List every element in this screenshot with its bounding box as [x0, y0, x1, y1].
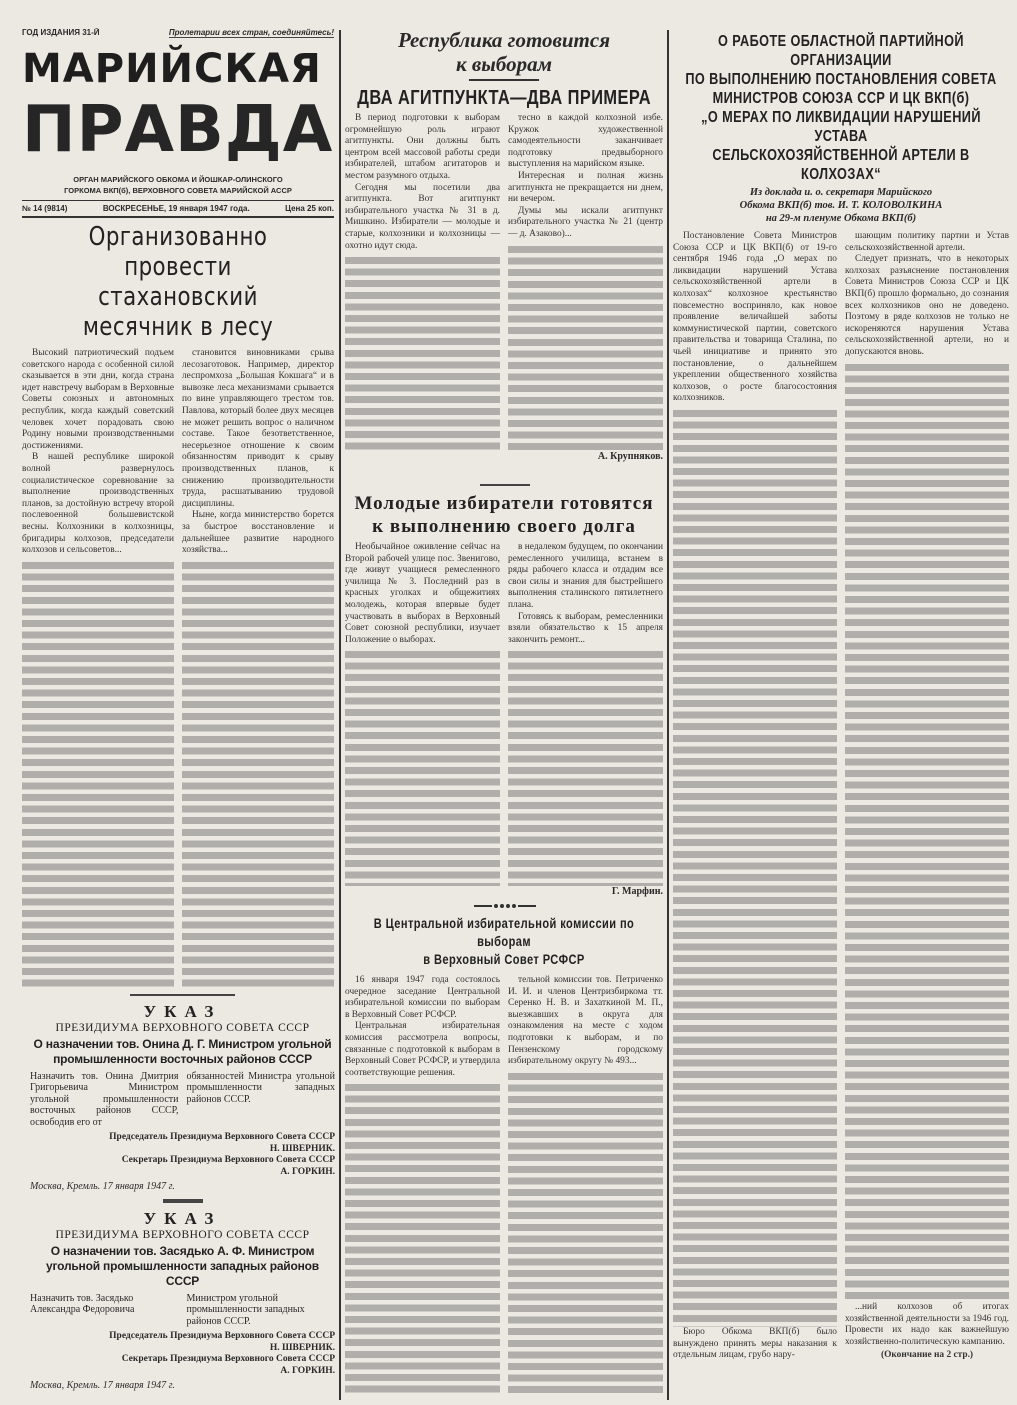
article-column [508, 975, 663, 1393]
paragraph: тесно в каждой колхозной избе. Кружок художественной самодеятельности заканчивает подготовку предвыборного выступления на марийском языке. [508, 113, 663, 170]
body-text-continuation [22, 559, 174, 990]
headline-line: В Центральной избирательной комиссии по выборам [373, 916, 635, 949]
rubric-line: к выборам [456, 52, 552, 76]
divider [163, 1199, 203, 1203]
headline-line: к выполнению своего долга [372, 516, 636, 537]
party-report [673, 32, 1009, 1362]
issue-price: Цена 25 коп. [285, 204, 334, 213]
masthead [22, 28, 334, 218]
secretary-title: Секретарь Президиума Верховного Совета СССР [121, 1354, 335, 1364]
ornamental-divider [470, 901, 540, 911]
body-text-continuation [345, 254, 500, 451]
article-young-voters [345, 492, 663, 897]
decree-text: Назначить тов. Онина Дмитрия Григорьевича Министром угольной промышленности восточных районов СССР, освободив его от [30, 1070, 179, 1128]
chair-name: Н. ШВЕРНИК. [269, 1143, 335, 1154]
body-text-continuation [182, 559, 334, 990]
issue-date: ВОСКРЕСЕНЬЕ, 19 января 1947 года. [102, 204, 250, 213]
paragraph: ...ний колхозов об итогах хозяйственной деятельности за 1946 год. Провести их надо как важнейшую хозяйственно-политическую кампанию. [845, 1302, 1009, 1347]
decree-title: УКАЗ [143, 1208, 222, 1228]
body-text-continuation [345, 648, 500, 886]
article-column [345, 542, 500, 886]
headline-line: стахановский месячник в лесу [82, 282, 274, 342]
article-column [508, 113, 663, 451]
paragraph: Центральная избирательная комиссия рассмотрела вопросы, связанные с подготовкой к выборам в Верховный Совет РСФСР, и утвердила соответствующие решения. [345, 1021, 500, 1078]
headline-line: ПО ВЫПОЛНЕНИЮ ПОСТАНОВЛЕНИЯ СОВЕТА [685, 71, 997, 88]
decree-1 [30, 1002, 335, 1193]
paragraph: В период подготовки к выборам огромнейшую роль играют агитпункты. Они должны быть центром всей массовой работы среди избирателей, штабом агитаторов и местом разумного отдыха. [345, 113, 500, 181]
paragraph: становится виновниками срыва лесозаготовок. Например, директор леспромхоза „Большая Кокшага“ и в вывозке леса механизмами срывается по вине управляющего трестом тов. Павлова, который более двух месяцев не может решить вопрос о наличном составе. Такое безответственное, несерьезное отношение к своим обязанностям приводит к срыву производственных планов, к снижению производительности труда, расшатыванию трудовой дисциплины. [182, 348, 334, 509]
secretary-name: А. ГОРКИН. [280, 1365, 335, 1376]
body-text-continuation [508, 1070, 663, 1393]
subhead-line: на 29-м пленуме Обкома ВКП(б) [765, 213, 917, 224]
article-column [508, 542, 663, 886]
paragraph: Готовясь к выборам, ремесленники взяли обязательство к 15 апреля закончить ремонт... [508, 611, 663, 645]
issue-number: № 14 (9814) [22, 204, 68, 213]
secretary-title: Секретарь Президиума Верховного Совета СССР [121, 1155, 335, 1165]
decree-text: Назначить тов. Засядько Александра Федоровича [30, 1292, 135, 1315]
headline-line: О РАБОТЕ ОБЛАСТНОЙ ПАРТИЙНОЙ ОРГАНИЗАЦИИ [718, 33, 964, 69]
secretary-name: А. ГОРКИН. [280, 1166, 335, 1177]
decree-place-date: Москва, Кремль. 17 января 1947 г. [30, 1380, 175, 1391]
decree-subtitle: ПРЕЗИДИУМА ВЕРХОВНОГО СОВЕТА СССР [55, 1228, 310, 1241]
column-rule [339, 30, 341, 1400]
decree-title: УКАЗ [143, 1001, 222, 1021]
body-text-continuation [508, 243, 663, 451]
chair-title: Председатель Президиума Верховного Совета СССР [109, 1132, 335, 1142]
headline-line: Молодые избиратели готовятся [354, 493, 654, 514]
article-central-commission [345, 915, 663, 1393]
decree-2 [30, 1209, 335, 1392]
paragraph: Думы мы искали агитпункт избирательного участка № 21 (центр — д. Азаково)... [508, 205, 663, 239]
paragraph: Сегодня мы посетили два агитпункта. Вот агитпункт избирательного участка № 31 в д. Мишкино. Избиратели — молодые и старые, колхозники и колхозницы — охотно идут сюда. [345, 182, 500, 251]
lead-article-headline [50, 222, 306, 342]
article-headline [349, 915, 659, 969]
article-signature: А. Крупняков. [597, 451, 663, 462]
paragraph: В нашей республике широкой волной развернулось социалистическое соревнование за выполнение производственных планов, за достойную встречу второй послевоенной большевистской весны. Колхозники в колхозницы, бригадиры колхозов, председатели колхозов и сельсоветов... [22, 452, 174, 556]
decree-text: обязанностей Министра угольной промышленности западных районов СССР. [186, 1070, 335, 1105]
lead-article [22, 222, 334, 990]
column-rule [667, 30, 669, 1400]
divider [130, 994, 235, 996]
newspaper-title-line2: ПРАВДА [22, 93, 334, 167]
article-column [345, 975, 500, 1393]
paragraph: Высокий патриотический подъем советского народа с особенной силой сказывается в эти дни, когда страна идет навстречу выборам в Верховные Советы союзных и автономных республик, когда каждый советский человек хочет порадовать свою Родину новыми производственными достижениями. [22, 348, 174, 451]
lead-article-column-1 [22, 348, 174, 990]
publisher-line-1: ОРГАН МАРИЙСКОГО ОБКОМА И ЙОШКАР-ОЛИНСКОГО [73, 175, 283, 184]
report-column-1 [673, 231, 837, 1362]
paragraph: шающим политику партии и Устав сельскохозяйственной артели. [845, 231, 1009, 253]
paragraph: Следует признать, что в некоторых колхозах разъяснение постановления Совета Министров Союза ССР и ЦК ВКП(б) прошло формально, до сознания всех колхозников оно не доведено. Поэтому в ряде колхозов не только не искореняются нарушения Устава сельскохозяйственной артели, но и допускаются вновь. [845, 254, 1009, 357]
decree-subtitle: ПРЕЗИДИУМА ВЕРХОВНОГО СОВЕТА СССР [55, 1021, 310, 1034]
election-rubric [345, 28, 663, 81]
body-text-continuation [345, 1081, 500, 1393]
headline-line: СЕЛЬСКОХОЗЯЙСТВЕННОЙ АРТЕЛИ В КОЛХОЗАХ“ [712, 147, 970, 183]
divider [480, 484, 530, 486]
publisher-line [22, 174, 334, 196]
article-column [345, 113, 500, 451]
body-text-continuation [508, 648, 663, 886]
year-of-publication: ГОД ИЗДАНИЯ 31-Й [22, 28, 100, 37]
decree-place-date: Москва, Кремль. 17 января 1947 г. [30, 1181, 175, 1192]
report-headline [674, 32, 1009, 184]
decree-text: Министром угольной промышленности западных районов СССР. [186, 1292, 305, 1327]
chair-title: Председатель Президиума Верховного Совета СССР [109, 1331, 335, 1341]
paragraph: 16 января 1947 года состоялось очередное заседание Центральной избирательной комиссии по выборам в Верховный Совет РСФСР. [345, 975, 500, 1020]
report-subhead [673, 186, 1009, 225]
body-text-continuation [845, 361, 1009, 1303]
paragraph: Ныне, когда министерство борется за быстрое восстановление и дальнейшее развитие народного хозяйства... [182, 510, 334, 556]
decree-headline: О назначении тов. Онина Д. Г. Министром угольной промышленности восточных районов СССР [33, 1036, 332, 1066]
headline-line: Организованно провести [88, 222, 268, 282]
chair-name: Н. ШВЕРНИК. [269, 1342, 335, 1353]
continued-note: (Окончание на 2 стр.) [880, 1350, 974, 1361]
subhead-line: Обкома ВКП(б) тов. И. Т. КОЛОВОЛКИНА [739, 200, 943, 211]
paragraph: Постановление Совета Министров Союза ССР и ЦК ВКП(б) от 19-го сентября 1946 года „О мерах по ликвидации нарушений Устава сельскохозяйственной артели в колхозах“ колхозное крестьянство повсеместно восприняло, как новое проявление величайшей заботы коммунистической партии, советского правительства и товарища Сталина, по чьей инициативе и принято это постановление, о дальнейшем укреплении общественного хозяйства колхозов, о росте благосостояния колхозников. [673, 231, 837, 404]
article-headline: ДВА АГИТПУНКТА—ДВА ПРИМЕРА [357, 87, 651, 109]
lead-article-column-2 [182, 348, 334, 990]
decrees [30, 994, 335, 1392]
rubric-line: Республика готовится [397, 28, 611, 52]
paragraph: Необычайное оживление сейчас на Второй рабочей улице пос. Звенигово, где живут учащиеся ремесленного училища № 3. Последний раз в красных уголках и общежитиях молодежь, которая впервые будет участвовать в выборах в Верховный Совет союзной республики, изучает Положение о выборах. [345, 542, 500, 645]
headline-line: МИНИСТРОВ СОЮЗА ССР И ЦК ВКП(б) [712, 90, 970, 107]
paragraph: в недалеком будущем, по окончании ремесленного училища, встанем в ряды рабочего класса и отдадим все свои силы и знания для быстрейшего выполнения сталинского пятилетнего плана. [508, 542, 663, 610]
decree-headline: О назначении тов. Засядько А. Ф. Министром угольной промышленности западных районов СССР [46, 1243, 319, 1288]
article-headline [345, 492, 663, 538]
paragraph: Бюро Обкома ВКП(б) было вынуждено принять меры наказания к отдельным лицам, грубо нару- [673, 1327, 837, 1361]
article-signature: Г. Марфин. [611, 886, 663, 897]
report-column-2 [845, 231, 1009, 1362]
publisher-line-2: ГОРКОМА ВКП(б), ВЕРХОВНОГО СОВЕТА МАРИЙСКОЙ АССР [64, 186, 292, 195]
article-two-agitpoints [345, 86, 663, 462]
subhead-line: Из доклада и. о. секретаря Марийского [749, 187, 933, 198]
newspaper-title-line1: МАРИЙСКАЯ [22, 46, 322, 92]
headline-line: „О МЕРАХ ПО ЛИКВИДАЦИИ НАРУШЕНИЙ УСТАВА [701, 109, 981, 145]
paragraph: Интересная и полная жизнь агитпункта не прекращается ни днем, ни вечером. [508, 170, 663, 205]
body-text-continuation [673, 407, 837, 1327]
paragraph: тельной комиссии тов. Петриченко И. И. и членов Центризбиркома тт. Серенко Н. В. и Захаткиной М. П., выезжавших в округа для ознакомления на месте с ходом подготовки к выборам, и по Пензенскому городскому избирательному округу № 493... [508, 975, 663, 1067]
headline-line: в Верховный Совет РСФСР [423, 952, 585, 967]
slogan: Пролетарии всех стран, соединяйтесь! [168, 28, 334, 37]
